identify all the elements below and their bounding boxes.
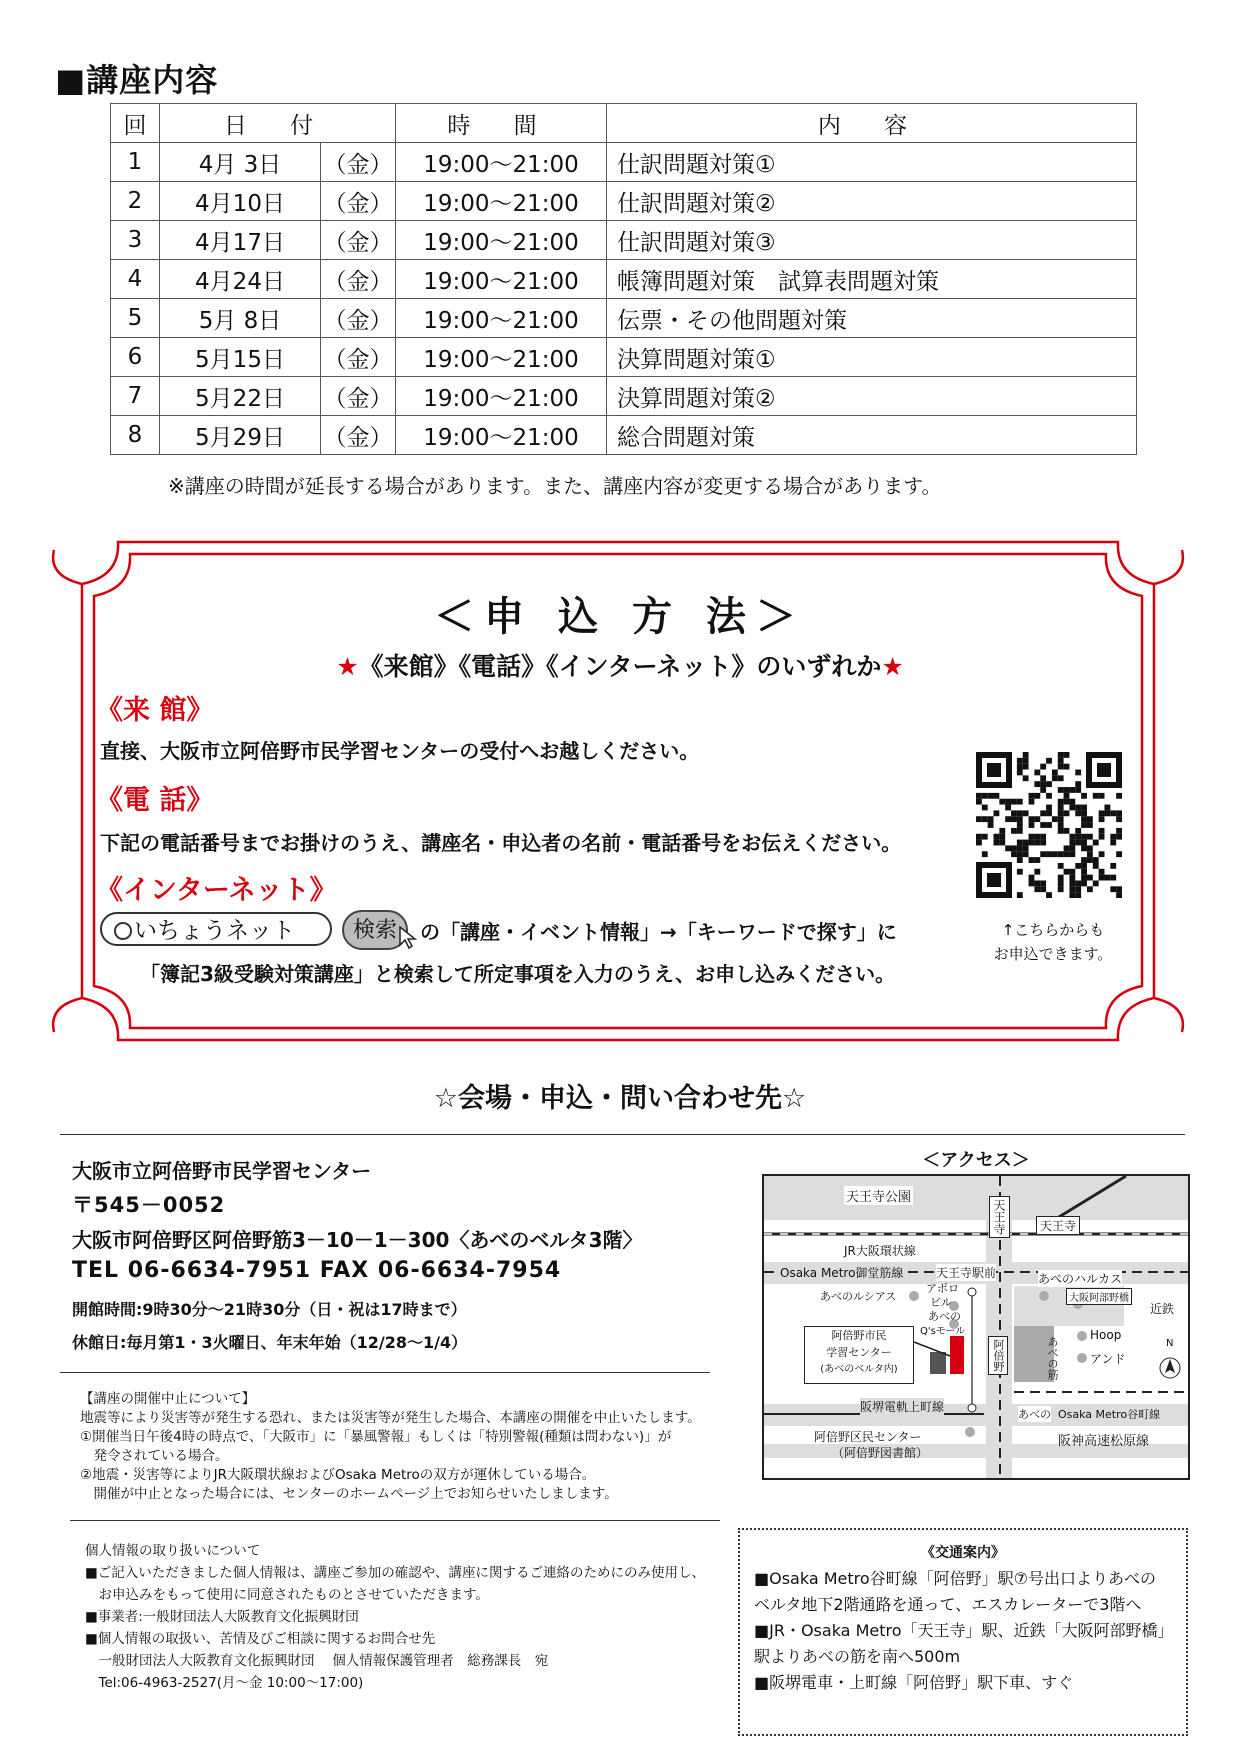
cancel-title: 【講座の開催中止について】 — [80, 1391, 256, 1407]
apply-subtitle — [0, 647, 1240, 683]
postal-code: 〒545－0052 — [72, 1193, 226, 1217]
row-no: 8 — [111, 416, 160, 455]
header-time: 時 間 — [396, 104, 607, 143]
map-label-midosuji: Osaka Metro御堂筋線 — [780, 1266, 904, 1280]
row-content: 伝票・その他問題対策 — [607, 299, 1137, 338]
transit-line: ■Osaka Metro谷町線「阿倍野」駅⑦号出口よりあべの — [754, 1569, 1157, 1588]
row-content: 仕訳問題対策① — [607, 143, 1137, 182]
row-date: 5月15日 — [160, 338, 321, 377]
header-date: 日 付 — [160, 104, 396, 143]
row-content: 帳簿問題対策 試算表問題対策 — [607, 260, 1137, 299]
row-day: （金） — [321, 221, 396, 260]
cancel-line: 地震等により災害等が発生する恐れ、または災害等が発生した場合、本講座の開催を中止いたします。 — [80, 1410, 701, 1426]
map-label-hankai: 阪堺電軌上町線 — [860, 1400, 945, 1414]
map-label-tennoji-vertical: 天王寺 — [989, 1196, 1010, 1238]
row-date: 5月29日 — [160, 416, 321, 455]
privacy-line: ■ご記入いただきました個人情報は、講座ご参加の確認や、講座に関するご連絡のためにのみ使用し、 — [85, 1565, 705, 1581]
divider — [70, 1520, 720, 1521]
contact-title: ☆会場・申込・問い合わせ先☆ — [433, 1083, 807, 1114]
visit-text: 直接、大阪市立阿倍野市民学習センターの受付へお越しください。 — [100, 739, 700, 763]
row-date: 4月17日 — [160, 221, 321, 260]
qr-note — [978, 918, 1128, 966]
privacy-line: お申込みをもって使用に同意されたものとさせていただきます。 — [85, 1587, 489, 1603]
header-no: 回 — [111, 104, 160, 143]
row-content: 決算問題対策① — [607, 338, 1137, 377]
search-button[interactable]: 検索 — [342, 910, 408, 950]
access-title: ＜アクセス＞ — [922, 1150, 1030, 1171]
map-label-abeno-station: 阿倍野 — [988, 1336, 1008, 1375]
search-query: いちょうネット — [134, 918, 295, 944]
table-row — [111, 377, 1137, 416]
map-label-tennoji-box: 天王寺 — [1036, 1216, 1080, 1235]
transit-box — [738, 1528, 1188, 1736]
transit-line: ベルタ地下2階通路を通って、エスカレーターで3階へ — [754, 1595, 1142, 1614]
cancel-line: ①開催当日午後4時の時点で、「大阪市」に「暴風警報」もしくは「特別警報(種類は問わない)」が — [80, 1429, 672, 1445]
row-time: 19:00～21:00 — [396, 338, 607, 377]
row-date: 4月 3日 — [160, 143, 321, 182]
table-row — [111, 416, 1137, 455]
row-no: 6 — [111, 338, 160, 377]
map-label-harukas: あべのハルカス — [1038, 1272, 1123, 1286]
contact-name: 大阪市立阿倍野市民学習センター — [72, 1159, 372, 1183]
row-content: 仕訳問題対策③ — [607, 221, 1137, 260]
map-label-abenobashi: 大阪阿部野橋 — [1066, 1288, 1132, 1305]
opening-hours: 開館時間:9時30分～21時30分（日・祝は17時まで） — [72, 1300, 467, 1319]
apply-subtitle-text: 《来館》《電話》《インターネット》のいずれか — [358, 652, 882, 681]
transit-line: ■阪堺電車・上町線「阿倍野」駅下車、すぐ — [754, 1673, 1074, 1692]
map-label-apollo: アポロ — [926, 1282, 959, 1295]
row-no: 4 — [111, 260, 160, 299]
privacy-line: ■個人情報の取扱い、苦情及びご相談に関するお問合せ先 — [85, 1631, 436, 1647]
transit-line: ■JR・Osaka Metro「天王寺」駅、近鉄「大阪阿部野橋」 — [754, 1621, 1174, 1640]
row-time: 19:00～21:00 — [396, 182, 607, 221]
row-content: 総合問題対策 — [607, 416, 1137, 455]
row-content: 決算問題対策② — [607, 377, 1137, 416]
row-date: 4月10日 — [160, 182, 321, 221]
phone-heading: 《電 話》 — [96, 785, 214, 816]
row-time: 19:00～21:00 — [396, 221, 607, 260]
cursor-icon — [398, 925, 420, 951]
internet-heading: 《インターネット》 — [96, 875, 337, 906]
tel-fax: TEL 06-6634-7951 FAX 06-6634-7954 — [72, 1258, 562, 1283]
map-label-jr: JR大阪環状線 — [844, 1244, 916, 1258]
map-label-center-line-1: 阿倍野市民 — [831, 1329, 887, 1342]
row-day: （金） — [321, 143, 396, 182]
row-day: （金） — [321, 182, 396, 221]
table-row — [111, 182, 1137, 221]
row-no: 3 — [111, 221, 160, 260]
table-row — [111, 221, 1137, 260]
table-row — [111, 338, 1137, 377]
map-label-tennoji-ekimae: 天王寺駅前 — [936, 1266, 997, 1280]
access-map — [762, 1174, 1190, 1480]
map-label-center-line-2: 学習センター — [826, 1346, 892, 1359]
map-label-hoop: Hoop — [1090, 1328, 1122, 1342]
row-content: 仕訳問題対策② — [607, 182, 1137, 221]
row-no: 7 — [111, 377, 160, 416]
map-label-tennoji-park: 天王寺公園 — [844, 1186, 913, 1205]
row-date: 5月 8日 — [160, 299, 321, 338]
row-time: 19:00～21:00 — [396, 416, 607, 455]
map-label-center-line-3: (あべのベルタ内) — [820, 1364, 898, 1375]
qr-note-line-2: お申込できます。 — [993, 945, 1113, 963]
row-time: 19:00～21:00 — [396, 260, 607, 299]
table-row — [111, 299, 1137, 338]
row-time: 19:00～21:00 — [396, 377, 607, 416]
map-label-biru: ビル — [930, 1296, 952, 1309]
divider — [60, 1134, 1185, 1135]
search-icon — [114, 922, 132, 940]
row-day: （金） — [321, 299, 396, 338]
privacy-notice — [85, 1540, 705, 1694]
north-icon: N — [1166, 1338, 1174, 1349]
internet-text-1: の「講座・イベント情報」→「キーワードで探す」に — [420, 920, 897, 944]
privacy-line: ■事業者:一般財団法人大阪教育文化振興財団 — [85, 1609, 359, 1625]
apply-title: ＜申 込 方 法＞ — [434, 594, 806, 640]
privacy-title: 個人情報の取り扱いについて — [85, 1543, 261, 1559]
qr-note-line-1: ↑こちらからも — [1001, 921, 1105, 939]
row-no: 1 — [111, 143, 160, 182]
row-date: 4月24日 — [160, 260, 321, 299]
row-time: 19:00～21:00 — [396, 143, 607, 182]
row-no: 5 — [111, 299, 160, 338]
map-label-qs-mall: Q'sモール — [920, 1326, 966, 1337]
map-label-kumin-center: 阿倍野区民センター — [814, 1430, 922, 1444]
map-label-center — [804, 1326, 914, 1384]
map-label-lucias: あべのルシアス — [820, 1290, 897, 1303]
cancel-line: ②地震・災害等によりJR大阪環状線およびOsaka Metroの双方が運休している場合。 — [80, 1467, 596, 1483]
map-label-and: アンド — [1090, 1352, 1126, 1366]
star-icon: ★ — [336, 652, 359, 681]
header-content: 内 容 — [607, 104, 1137, 143]
row-time: 19:00～21:00 — [396, 299, 607, 338]
search-box[interactable] — [100, 912, 332, 946]
map-label-abeno-2: あべの — [1018, 1408, 1051, 1421]
table-header-row — [111, 104, 1137, 143]
phone-text: 下記の電話番号までお掛けのうえ、講座名・申込者の名前・電話番号をお伝えください。 — [100, 831, 902, 855]
cancel-line: 発令されている場合。 — [80, 1448, 229, 1464]
internet-text-2: 「簿記3級受験対策講座」と検索して所定事項を入力のうえ、お申し込みください。 — [140, 962, 896, 986]
map-label-library: （阿倍野図書館） — [832, 1446, 929, 1460]
course-note: ※講座の時間が延長する場合があります。また、講座内容が変更する場合があります。 — [168, 474, 942, 498]
map-label-abenosuji: あべの筋 — [1046, 1336, 1059, 1380]
divider — [60, 1372, 710, 1373]
table-row — [111, 143, 1137, 182]
privacy-line: 一般財団法人大阪教育文化振興財団 個人情報保護管理者 総務課長 宛 — [85, 1653, 549, 1669]
row-date: 5月22日 — [160, 377, 321, 416]
map-label-tanimachi: Osaka Metro谷町線 — [1058, 1408, 1161, 1421]
address: 大阪市阿倍野区阿倍野筋3－10－1－300〈あべのベルタ3階〉 — [72, 1228, 643, 1252]
qr-code[interactable] — [974, 750, 1124, 900]
row-day: （金） — [321, 377, 396, 416]
map-label-abeno: あべの — [928, 1310, 961, 1323]
map-label-kintetsu: 近鉄 — [1150, 1302, 1175, 1316]
row-day: （金） — [321, 260, 396, 299]
course-schedule-table — [110, 103, 1137, 455]
cancel-notice — [80, 1390, 701, 1504]
table-row — [111, 260, 1137, 299]
row-day: （金） — [321, 416, 396, 455]
cancel-line: 開催が中止となった場合には、センターのホームページ上でお知らせいたしまします。 — [80, 1486, 618, 1502]
star-icon: ★ — [881, 652, 904, 681]
visit-heading: 《来 館》 — [96, 695, 214, 726]
course-heading: ■講座内容 — [55, 61, 219, 99]
privacy-line: Tel:06-4963-2527(月～金 10:00～17:00) — [85, 1675, 364, 1691]
closed-days: 休館日:毎月第1・3火曜日、年末年始（12/28～1/4） — [72, 1333, 468, 1352]
transit-line: 駅よりあべの筋を南へ500m — [754, 1647, 961, 1666]
transit-title: 《交通案内》 — [921, 1545, 1005, 1561]
map-label-hanshin: 阪神高速松原線 — [1058, 1434, 1150, 1449]
row-day: （金） — [321, 338, 396, 377]
row-no: 2 — [111, 182, 160, 221]
